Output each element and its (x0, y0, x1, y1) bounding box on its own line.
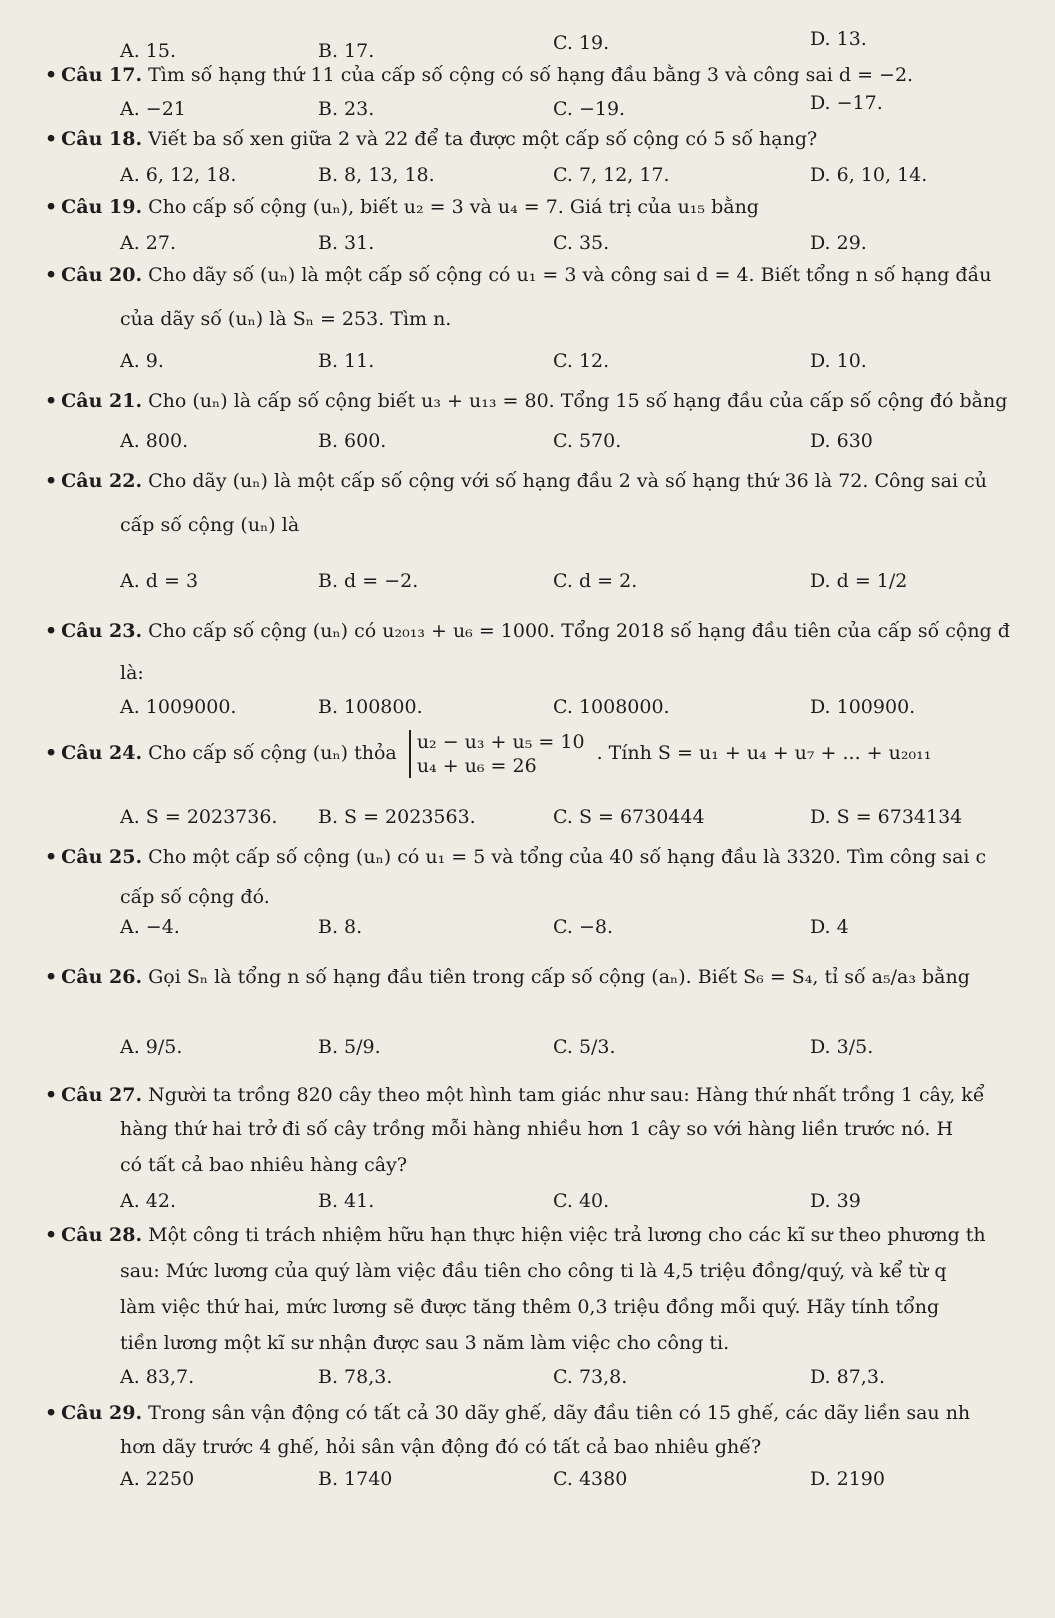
question-text: Cho dãy số (uₙ) là một cấp số cộng có u₁ = 3 và công sai d = 4. Biết tổng n số hạng đầu (148, 264, 992, 286)
option-b: B. 11. (318, 350, 375, 372)
question-text-continued: của dãy số (uₙ) là Sₙ = 253. Tìm n. (120, 308, 452, 330)
question-20 (45, 264, 991, 286)
option-c: C. 570. (553, 430, 622, 452)
question-text: Người ta trồng 820 cây theo một hình tam giác như sau: Hàng thứ nhất trồng 1 cây, kể (148, 1084, 985, 1106)
option-d: D. 630 (810, 430, 873, 452)
option-d: D. −17. (810, 92, 883, 114)
bullet-icon: • (45, 620, 58, 642)
bullet-icon: • (45, 846, 58, 868)
question-23 (45, 620, 1010, 642)
equation-system (409, 730, 585, 778)
question-text-continued: cấp số cộng (uₙ) là (120, 514, 300, 536)
question-text: Cho (uₙ) là cấp số cộng biết u₃ + u₁₃ = 80. Tổng 15 số hạng đầu của cấp số cộng đó bằng (148, 390, 1008, 412)
option-c: C. d = 2. (553, 570, 638, 592)
question-number: Câu 18. (61, 128, 143, 150)
question-text: Cho cấp số cộng (uₙ) thỏa (148, 742, 397, 764)
question-27 (45, 1084, 985, 1106)
option-a: A. −21 (120, 98, 186, 120)
question-text-continued: hơn dãy trước 4 ghế, hỏi sân vận động đó có tất cả bao nhiêu ghế? (120, 1436, 762, 1458)
question-number: Câu 27. (61, 1084, 143, 1106)
option-a: A. S = 2023736. (120, 806, 278, 828)
option-d: D. 100900. (810, 696, 916, 718)
bullet-icon: • (45, 1224, 58, 1246)
bullet-icon: • (45, 966, 58, 988)
option-a: A. 9. (120, 350, 164, 372)
option-c: C. −19. (553, 98, 626, 120)
option-c: C. 73,8. (553, 1366, 628, 1388)
question-number: Câu 23. (61, 620, 143, 642)
option-a: A. −4. (120, 916, 180, 938)
bullet-icon: • (45, 742, 58, 764)
question-17 (45, 64, 913, 86)
option-d: D. 29. (810, 232, 867, 254)
option-a: A. 83,7. (120, 1366, 195, 1388)
option-c: C. 35. (553, 232, 610, 254)
option-d: D. 4 (810, 916, 849, 938)
option-c: C. −8. (553, 916, 613, 938)
question-21 (45, 390, 1007, 412)
option-c: C. 40. (553, 1190, 610, 1212)
question-text-continued: sau: Mức lương của quý làm việc đầu tiên cho công ti là 4,5 triệu đồng/quý, và kể từ q (120, 1260, 947, 1282)
option-d: D. 3/5. (810, 1036, 874, 1058)
option-b: B. 100800. (318, 696, 423, 718)
option-a: A. 1009000. (120, 696, 237, 718)
option-b: B. 78,3. (318, 1366, 393, 1388)
option-c: C. 19. (553, 32, 610, 54)
question-29 (45, 1402, 970, 1424)
question-number: Câu 22. (61, 470, 143, 492)
question-number: Câu 20. (61, 264, 143, 286)
question-number: Câu 19. (61, 196, 143, 218)
question-24 (45, 730, 931, 778)
question-number: Câu 21. (61, 390, 143, 412)
question-text: Một công ti trách nhiệm hữu hạn thực hiện việc trả lương cho các kĩ sư theo phương th (148, 1224, 986, 1246)
option-c: C. 5/3. (553, 1036, 616, 1058)
option-b: B. 1740 (318, 1468, 393, 1490)
option-d: D. S = 6734134 (810, 806, 963, 828)
equation-1: u₂ − u₃ + u₅ = 10 (416, 731, 585, 753)
option-b: B. 8. (318, 916, 363, 938)
bullet-icon: • (45, 1402, 58, 1424)
question-number: Câu 28. (61, 1224, 143, 1246)
question-number: Câu 17. (61, 64, 143, 86)
question-25 (45, 846, 986, 868)
question-text-continued: có tất cả bao nhiêu hàng cây? (120, 1154, 408, 1176)
option-b: B. 8, 13, 18. (318, 164, 435, 186)
question-text-continued: tiền lương một kĩ sư nhận được sau 3 năm làm việc cho công ti. (120, 1332, 730, 1354)
bullet-icon: • (45, 1084, 58, 1106)
question-text: Trong sân vận động có tất cả 30 dãy ghế, dãy đầu tiên có 15 ghế, các dãy liền sau nh (148, 1402, 971, 1424)
option-b: B. 23. (318, 98, 375, 120)
question-22 (45, 470, 987, 492)
bullet-icon: • (45, 264, 58, 286)
option-b: B. 600. (318, 430, 387, 452)
question-text-continued: làm việc thứ hai, mức lương sẽ được tăng thêm 0,3 triệu đồng mỗi quý. Hãy tính tổng (120, 1296, 940, 1318)
question-text-after: . Tính S = u₁ + u₄ + u₇ + ... + u₂₀₁₁ (596, 742, 932, 764)
equation-2: u₄ + u₆ = 26 (416, 755, 537, 777)
option-d: D. 6, 10, 14. (810, 164, 928, 186)
option-b: B. 31. (318, 232, 375, 254)
option-b: B. S = 2023563. (318, 806, 476, 828)
question-number: Câu 25. (61, 846, 143, 868)
option-d: D. 13. (810, 28, 867, 50)
option-d: D. 2190 (810, 1468, 885, 1490)
bullet-icon: • (45, 128, 58, 150)
option-c: C. 12. (553, 350, 610, 372)
question-text: Cho dãy (uₙ) là một cấp số cộng với số hạng đầu 2 và số hạng thứ 36 là 72. Công sai củ (148, 470, 987, 492)
option-c: C. 1008000. (553, 696, 670, 718)
option-a: A. 27. (120, 232, 177, 254)
option-d: D. 87,3. (810, 1366, 885, 1388)
option-a: A. 6, 12, 18. (120, 164, 237, 186)
question-18 (45, 128, 817, 150)
question-text-continued: cấp số cộng đó. (120, 886, 270, 908)
bullet-icon: • (45, 196, 58, 218)
option-b: B. d = −2. (318, 570, 419, 592)
option-a: A. 800. (120, 430, 189, 452)
question-text-continued: hàng thứ hai trở đi số cây trồng mỗi hàng nhiều hơn 1 cây so với hàng liền trước nó. H (120, 1118, 954, 1140)
option-a: A. 2250 (120, 1468, 195, 1490)
option-a: A. 42. (120, 1190, 177, 1212)
option-c: C. 7, 12, 17. (553, 164, 670, 186)
option-d: D. 10. (810, 350, 867, 372)
option-d: D. d = 1/2 (810, 570, 908, 592)
question-text-continued: là: (120, 662, 144, 684)
option-d: D. 39 (810, 1190, 861, 1212)
bullet-icon: • (45, 390, 58, 412)
option-c: C. 4380 (553, 1468, 628, 1490)
option-b: B. 5/9. (318, 1036, 381, 1058)
option-a: A. d = 3 (120, 570, 199, 592)
option-b: B. 41. (318, 1190, 375, 1212)
option-b: B. 17. (318, 40, 375, 62)
question-number: Câu 24. (61, 742, 143, 764)
question-text: Cho một cấp số cộng (uₙ) có u₁ = 5 và tổng của 40 số hạng đầu là 3320. Tìm công sai c (148, 846, 987, 868)
question-26 (45, 966, 970, 988)
option-a: A. 9/5. (120, 1036, 183, 1058)
question-text: Cho cấp số cộng (uₙ), biết u₂ = 3 và u₄ = 7. Giá trị của u₁₅ bằng (148, 196, 759, 218)
bullet-icon: • (45, 64, 58, 86)
bullet-icon: • (45, 470, 58, 492)
question-text: Cho cấp số cộng (uₙ) có u₂₀₁₃ + u₆ = 1000. Tổng 2018 số hạng đầu tiên của cấp số cộng đ (148, 620, 1010, 642)
question-number: Câu 26. (61, 966, 143, 988)
question-28 (45, 1224, 986, 1246)
option-c: C. S = 6730444 (553, 806, 705, 828)
question-text: Gọi Sₙ là tổng n số hạng đầu tiên trong cấp số cộng (aₙ). Biết S₆ = S₄, tỉ số a₅/a₃ bằng (148, 966, 970, 988)
question-number: Câu 29. (61, 1402, 143, 1424)
option-a: A. 15. (120, 40, 177, 62)
question-text: Tìm số hạng thứ 11 của cấp số cộng có số hạng đầu bằng 3 và công sai d = −2. (148, 64, 914, 86)
question-text: Viết ba số xen giữa 2 và 22 để ta được một cấp số cộng có 5 số hạng? (148, 128, 818, 150)
question-19 (45, 196, 759, 218)
